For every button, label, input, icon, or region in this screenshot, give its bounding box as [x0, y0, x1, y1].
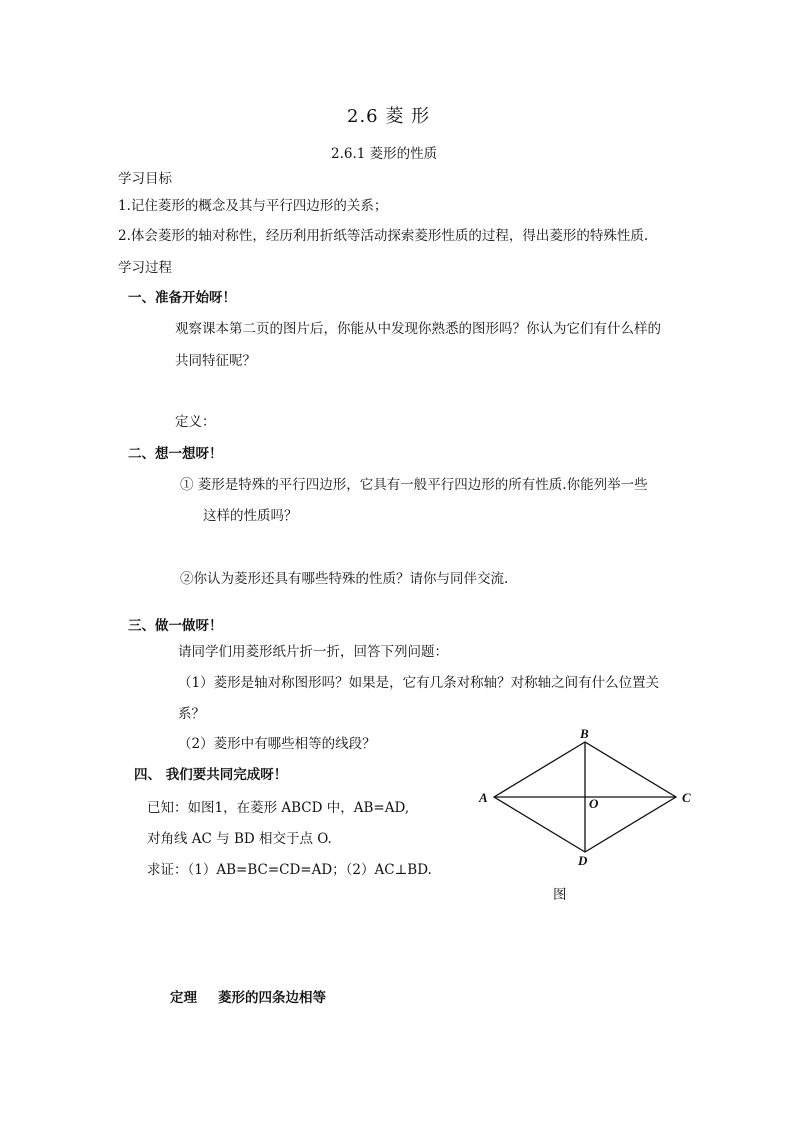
section-line: 共同特征呢？: [175, 353, 256, 369]
theorem-label: 定理: [170, 990, 197, 1006]
vertex-label-a: A: [479, 790, 488, 805]
section-heading: 一、准备开始呀！: [128, 290, 236, 306]
section-heading: 三、做一做呀！: [128, 618, 223, 634]
section-heading: 四、 我们要共同完成呀！: [134, 767, 288, 783]
page-subtitle: 2.6.1 菱形的性质: [331, 146, 438, 162]
question-line: （1）菱形是轴对称图形吗？如果是，它有几条对称轴？对称轴之间有什么位置关: [178, 675, 660, 691]
given-line: 对角线 AC 与 BD 相交于点 O.: [147, 831, 332, 847]
center-label-o: O: [589, 796, 599, 811]
figure-caption: 图: [553, 887, 567, 903]
objectives-heading: 学习目标: [118, 171, 172, 187]
process-heading: 学习过程: [118, 260, 172, 276]
definition-label: 定义：: [175, 414, 216, 430]
section-line: 这样的性质吗？: [203, 508, 298, 524]
prove-line: 求证：（1）AB=BC=CD=AD；（2）AC⊥BD.: [147, 862, 432, 878]
objective-item: 1.记住菱形的概念及其与平行四边形的关系；: [118, 198, 388, 214]
question-line: 系？: [178, 706, 205, 722]
vertex-label-d: D: [578, 853, 588, 868]
objective-item: 2.体会菱形的轴对称性，经历利用折纸等活动探索菱形性质的过程，得出菱形的特殊性质.: [118, 228, 649, 244]
section-heading: 二、想一想呀！: [128, 446, 223, 462]
section-line: ②你认为菱形还具有哪些特殊的性质？请你与同伴交流.: [180, 571, 509, 587]
given-line: 已知：如图1，在菱形 ABCD 中，AB=AD,: [147, 800, 410, 816]
question-line: （2）菱形中有哪些相等的线段？: [178, 736, 376, 752]
vertex-label-b: B: [580, 726, 589, 741]
section-line: ① 菱形是特殊的平行四边形，它具有一般平行四边形的所有性质.你能列举一些: [180, 477, 648, 493]
vertex-label-c: C: [682, 790, 691, 805]
page-title: 2.6 菱 形: [347, 106, 431, 127]
section-line: 观察课本第二页的图片后，你能从中发现你熟悉的图形吗？你认为它们有什么样的: [175, 321, 661, 337]
theorem-text: 菱形的四条边相等: [218, 990, 326, 1006]
section-line: 请同学们用菱形纸片折一折，回答下列问题：: [178, 644, 448, 660]
